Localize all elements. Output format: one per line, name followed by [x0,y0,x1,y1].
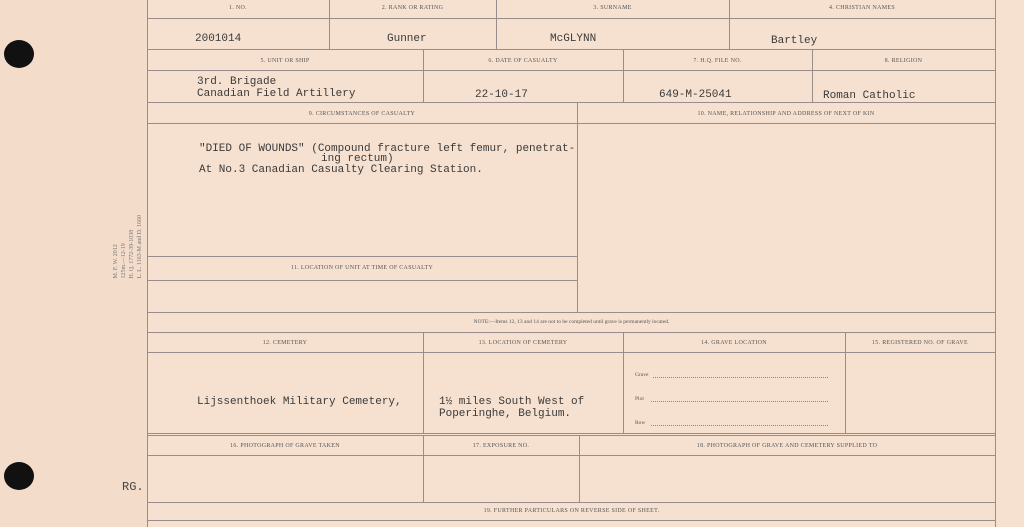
punch-hole-bottom [4,462,34,490]
label-registered-no: 15. REGISTERED NO. OF GRAVE [872,340,968,346]
label-circumstances: 9. CIRCUMSTANCES OF CASUALTY [308,111,416,117]
value-religion: Roman Catholic [823,90,916,102]
rg-mark: RG. [122,480,144,494]
value-circumstances-line1: "DIED OF WOUNDS" (Compound fracture left femur, penetrat- [199,143,576,155]
label-next-of-kin: 10. NAME, RELATIONSHIP AND ADDRESS OF NEXT OF KIN [697,111,875,117]
plot-line [651,400,828,402]
form-grid [147,0,997,527]
left-margin [0,0,147,527]
label-photo-taken: 16. PHOTOGRAPH OF GRAVE TAKEN [230,443,340,449]
value-hq-file: 649-M-25041 [659,89,732,101]
label-plot: Plot [635,396,644,402]
label-religion: 8. RELIGION [884,58,923,64]
label-hq-file: 7. H.Q. FILE NO. [693,58,742,64]
label-row: Row [635,420,646,426]
value-date: 22-10-17 [475,89,528,101]
label-cemetery: 12. CEMETERY [262,340,308,346]
label-surname: 3. SURNAME [593,5,632,11]
label-location-unit: 11. LOCATION OF UNIT AT TIME OF CASUALTY [290,265,434,271]
value-surname: McGLYNN [550,33,597,45]
label-exposure: 17. EXPOSURE NO. [472,443,530,449]
label-location-cemetery: 13. LOCATION OF CEMETERY [478,340,568,346]
value-location-line2: Poperinghe, Belgium. [439,408,572,420]
value-circumstances-line2: ing rectum) [321,153,394,165]
value-unit-line2: Canadian Field Artillery [197,88,356,100]
label-date: 6. DATE OF CASUALTY [488,58,558,64]
grave-line [653,376,828,378]
label-no: 1. NO. [229,5,247,11]
value-unit-line1: 3rd. Brigade [197,76,277,88]
value-circumstances-line3: At No.3 Canadian Casualty Clearing Station. [199,164,483,176]
value-cemetery: Lijssenthoek Military Cemetery, [197,396,402,408]
label-photo-supplied: 18. PHOTOGRAPH OF GRAVE AND CEMETERY SUPPLIED TO [696,443,878,449]
label-christian-names: 4. CHRISTIAN NAMES [829,5,895,11]
label-further-particulars: 19. FURTHER PARTICULARS ON REVERSE SIDE OF SHEET. [483,508,660,514]
row-line [651,424,828,426]
label-grave-location: 14. GRAVE LOCATION [701,340,767,346]
label-grave: Grave [635,372,649,378]
form-code: M. F. W. 2012 125m.—12-19 H. Q. 1772-39-1038 L. L. 1163-M and D. 1660 [113,215,143,279]
value-christian-names: Bartley [771,35,818,47]
value-rank: Gunner [387,33,427,45]
value-location-line1: 1½ miles South West of [439,396,585,408]
value-number: 2001014 [195,33,242,45]
label-rank: 2. RANK OR RATING [381,5,444,11]
note-text: NOTE:—Items 12, 13 and 14 are not to be completed until grave is permanently located. [473,319,670,325]
punch-hole-top [4,40,34,68]
label-unit: 5. UNIT OR SHIP [260,58,310,64]
